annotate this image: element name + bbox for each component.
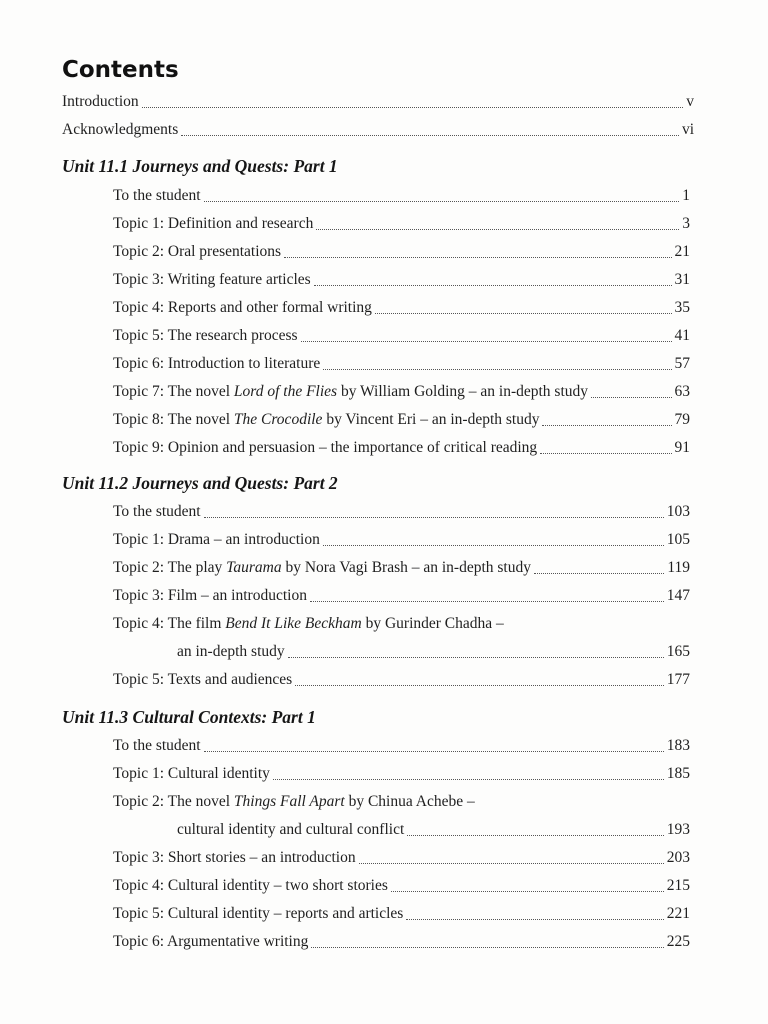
leader-dots <box>534 564 664 578</box>
toc-entry-label <box>113 848 356 868</box>
entry-text: Topic 3: Writing feature articles <box>113 271 311 288</box>
toc-entry[interactable] <box>113 904 690 924</box>
entry-text: Topic 3: Film – an introduction <box>113 587 307 604</box>
leader-dots <box>359 854 664 868</box>
toc-entry-label: an in-depth study <box>177 643 285 660</box>
toc-entry[interactable] <box>113 502 690 522</box>
toc-entry-label <box>113 792 475 812</box>
toc-entry-label <box>113 354 320 374</box>
leader-dots <box>391 882 664 896</box>
entry-text: Topic 9: Opinion and persuasion – the importance of critical reading <box>113 439 538 456</box>
toc-entry-label <box>113 736 201 756</box>
toc-entry-label <box>113 186 201 206</box>
toc-entry[interactable] <box>113 242 690 262</box>
entry-text: by Vincent Eri – an in-depth study <box>322 411 540 428</box>
toc-entry-label <box>113 242 281 262</box>
entry-text: Topic 4: Cultural identity – two short stories <box>113 877 388 894</box>
leader-dots <box>288 648 664 662</box>
toc-entry-label <box>113 876 388 896</box>
entry-text: Topic 6: Argumentative writing <box>113 933 309 950</box>
work-title: Things Fall Apart <box>233 793 345 810</box>
entry-text: Topic 8: The novel <box>113 411 234 428</box>
toc-entry[interactable] <box>113 670 690 690</box>
leader-dots <box>323 536 664 550</box>
entry-text: To the student <box>113 187 201 204</box>
toc-entry-introduction[interactable] <box>62 92 694 112</box>
toc-entry[interactable] <box>113 410 690 430</box>
toc-entry[interactable] <box>113 736 690 756</box>
toc-page-number: 193 <box>666 821 690 838</box>
leader-dots <box>406 910 663 924</box>
entry-text: Topic 6: Introduction to literature <box>113 355 321 372</box>
leader-dots <box>316 220 679 234</box>
toc-page-number: 177 <box>666 671 690 688</box>
unit-heading <box>62 155 338 177</box>
entry-text: Topic 7: The novel <box>113 383 234 400</box>
leader-dots <box>375 304 672 318</box>
toc-entry-label: Acknowledgments <box>62 121 179 138</box>
unit-title: Journeys and Quests: Part 1 <box>132 156 338 176</box>
entry-text: Topic 1: Cultural identity <box>113 765 270 782</box>
toc-entry-label <box>113 298 372 318</box>
toc-page-number: vi <box>681 121 694 138</box>
toc-entry-label <box>113 586 307 606</box>
leader-dots <box>407 826 663 840</box>
toc-page-number: 63 <box>674 383 690 400</box>
leader-dots <box>273 770 664 784</box>
toc-entry[interactable] <box>113 186 690 206</box>
toc-page-number: 35 <box>674 299 690 316</box>
toc-entry[interactable] <box>113 298 690 318</box>
entry-text: Topic 1: Definition and research <box>113 215 314 232</box>
entry-text: Topic 3: Short stories – an introduction <box>113 849 356 866</box>
work-title: The Crocodile <box>233 411 323 428</box>
toc-entry-continuation[interactable] <box>177 642 690 662</box>
leader-dots <box>284 248 671 262</box>
toc-entry-label <box>113 410 539 430</box>
toc-entry[interactable] <box>113 932 690 952</box>
entry-text: Topic 5: Cultural identity – reports and articles <box>113 905 404 922</box>
leader-dots <box>540 444 671 458</box>
page-title: Contents <box>62 57 179 83</box>
toc-entry[interactable] <box>113 764 690 784</box>
work-title: Bend It Like Beckham <box>225 615 362 632</box>
toc-page-number: 215 <box>666 877 690 894</box>
leader-dots <box>311 938 663 952</box>
unit-heading <box>62 706 316 728</box>
work-title: Taurama <box>226 559 282 576</box>
entry-text: Topic 2: Oral presentations <box>113 243 282 260</box>
toc-page-number: 91 <box>674 439 690 456</box>
unit-number: Unit 11.3 <box>62 707 129 727</box>
leader-dots <box>142 98 684 112</box>
unit-title: Cultural Contexts: Part 1 <box>132 707 316 727</box>
toc-page-number: 21 <box>674 243 690 260</box>
leader-dots <box>204 192 680 206</box>
toc-entry-label <box>113 670 292 690</box>
toc-page-number: v <box>686 93 694 110</box>
toc-entry-label <box>113 932 308 952</box>
toc-entry-continuation[interactable] <box>177 820 690 840</box>
toc-page-number: 165 <box>666 643 690 660</box>
toc-page-number: 57 <box>674 355 690 372</box>
entry-text: Topic 4: Reports and other formal writing <box>113 299 372 316</box>
toc-page-number: 41 <box>674 327 690 344</box>
toc-entry-label <box>113 558 531 578</box>
toc-entry[interactable] <box>113 586 690 606</box>
leader-dots <box>591 388 671 402</box>
toc-entry-label <box>113 438 537 458</box>
toc-entry[interactable] <box>113 792 690 812</box>
entry-text: by Chinua Achebe – <box>344 793 475 810</box>
entry-text: Topic 4: The film <box>113 615 226 632</box>
toc-entry[interactable] <box>113 848 690 868</box>
toc-entry-label <box>113 214 313 234</box>
toc-entry[interactable] <box>113 354 690 374</box>
toc-entry[interactable] <box>113 558 690 578</box>
entry-text: Topic 2: The play <box>113 559 227 576</box>
toc-entry-label: cultural identity and cultural conflict <box>177 821 405 838</box>
leader-dots <box>301 332 672 346</box>
unit-heading <box>62 472 338 494</box>
unit-title: Journeys and Quests: Part 2 <box>132 473 338 493</box>
leader-dots <box>314 276 672 290</box>
toc-entry-label: Introduction <box>62 93 139 110</box>
toc-entry[interactable] <box>113 214 690 234</box>
toc-page-number: 221 <box>666 905 690 922</box>
toc-entry-label <box>113 326 298 346</box>
toc-entry-label <box>113 502 201 522</box>
leader-dots <box>204 742 664 756</box>
toc-page-number: 119 <box>667 559 690 576</box>
leader-dots <box>204 508 664 522</box>
toc-entry-label <box>113 614 504 634</box>
toc-entry[interactable] <box>113 530 690 550</box>
toc-entry[interactable] <box>113 270 690 290</box>
entry-text: Topic 2: The novel <box>113 793 234 810</box>
toc-page-number: 147 <box>666 587 690 604</box>
toc-entry[interactable] <box>113 382 690 402</box>
toc-entry[interactable] <box>113 614 690 634</box>
toc-page-number: 3 <box>682 215 690 232</box>
toc-page-number: 203 <box>666 849 690 866</box>
leader-dots <box>181 126 679 140</box>
toc-page-number: 31 <box>674 271 690 288</box>
work-title: Lord of the Flies <box>233 383 338 400</box>
leader-dots <box>542 416 671 430</box>
entry-text: Topic 5: Texts and audiences <box>113 671 293 688</box>
leader-dots <box>310 592 664 606</box>
leader-dots <box>323 360 671 374</box>
toc-entry[interactable] <box>113 326 690 346</box>
toc-page-number: 79 <box>674 411 690 428</box>
toc-page-number: 183 <box>666 737 690 754</box>
entry-text: by Gurinder Chadha – <box>361 615 504 632</box>
unit-number: Unit 11.1 <box>62 156 129 176</box>
unit-number: Unit 11.2 <box>62 473 129 493</box>
toc-entry-label <box>113 904 403 924</box>
toc-entry-label <box>113 382 588 402</box>
toc-page-number: 225 <box>666 933 690 950</box>
entry-text: Topic 5: The research process <box>113 327 298 344</box>
toc-entry[interactable] <box>113 876 690 896</box>
entry-text: by William Golding – an in-depth study <box>337 383 589 400</box>
entry-text: by Nora Vagi Brash – an in-depth study <box>281 559 531 576</box>
entry-text: Topic 1: Drama – an introduction <box>113 531 320 548</box>
toc-page-number: 105 <box>666 531 690 548</box>
entry-text: To the student <box>113 503 201 520</box>
toc-entry-label <box>113 530 320 550</box>
toc-page-number: 103 <box>666 503 690 520</box>
leader-dots <box>295 676 664 690</box>
toc-entry-acknowledgments[interactable] <box>62 120 694 140</box>
entry-text: To the student <box>113 737 201 754</box>
toc-page-number: 185 <box>666 765 690 782</box>
toc-entry[interactable] <box>113 438 690 458</box>
toc-entry-label <box>113 764 270 784</box>
toc-entry-label <box>113 270 311 290</box>
toc-page-number: 1 <box>682 187 690 204</box>
